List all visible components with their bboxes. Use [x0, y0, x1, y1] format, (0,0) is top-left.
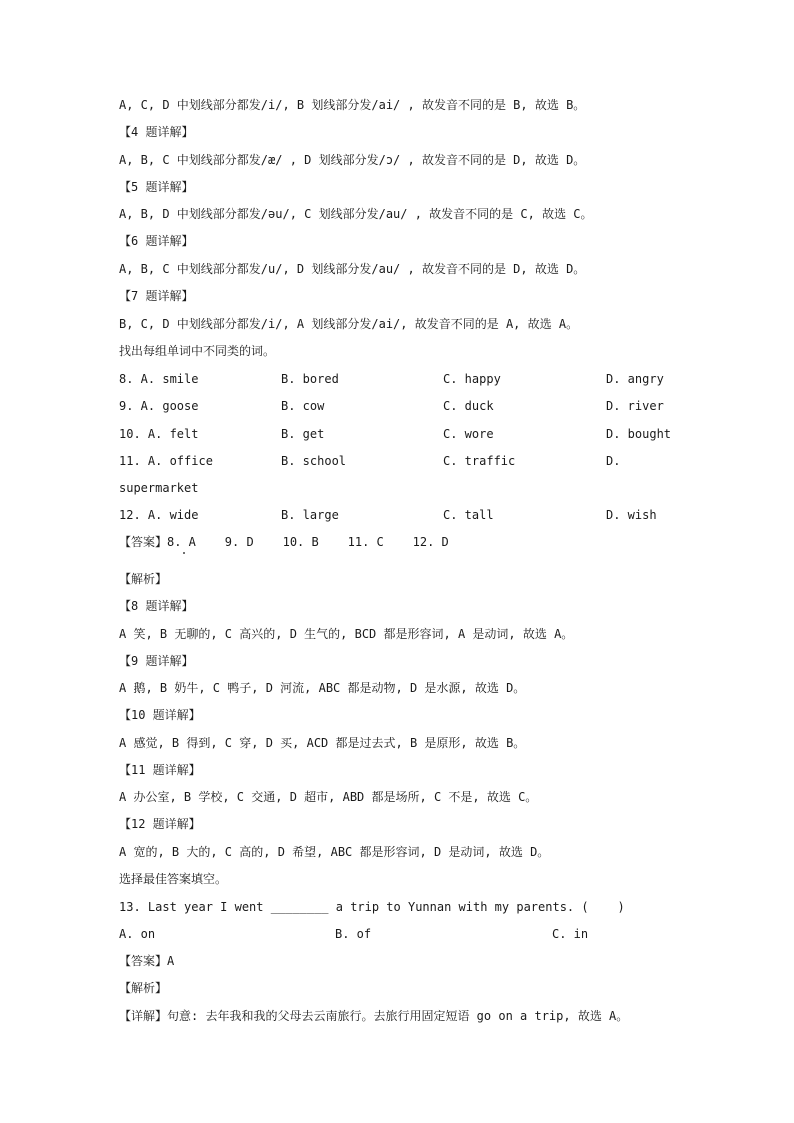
- explanation-q12: A 宽的, B 大的, C 高的, D 希望, ABC 都是形容词, D 是动词, 故选 D。: [119, 845, 550, 859]
- section-instruction: 找出每组单词中不同类的词。: [119, 344, 276, 358]
- explanation-q8: A 笑, B 无聊的, C 高兴的, D 生气的, BCD 都是形容词, A 是动词, 故选 A。: [119, 627, 574, 641]
- explanation-q10: A 感觉, B 得到, C 穿, D 买, ACD 都是过去式, B 是原形, 故选 B。: [119, 736, 526, 750]
- q9-option-c: C. duck: [443, 399, 494, 413]
- explanation-q7: B, C, D 中划线部分都发/i/, A 划线部分发/ai/, 故发音不同的是 A, 故选 A。: [119, 317, 579, 331]
- explanation-q3: A, C, D 中划线部分都发/i/, B 划线部分发/ai/ , 故发音不同的是 B, 故选 B。: [119, 98, 586, 112]
- explanation-q6: A, B, C 中划线部分都发/u/, D 划线部分发/au/ , 故发音不同的是 D, 故选 D。: [119, 262, 586, 276]
- explanation-q11: A 办公室, B 学校, C 交通, D 超市, ABD 都是场所, C 不是, 故选 C。: [119, 790, 538, 804]
- q8-option-d: D. angry: [606, 372, 664, 386]
- q9-option-b: B. cow: [281, 399, 325, 413]
- q12-option-a: 12. A. wide: [119, 508, 199, 522]
- q9-option-a: 9. A. goose: [119, 399, 199, 413]
- explanation-q5: A, B, D 中划线部分都发/əu/, C 划线部分发/au/ , 故发音不同的是 C, 故选 C。: [119, 207, 593, 221]
- heading-q12: 【12 题详解】: [119, 817, 201, 831]
- q13-option-c: C. in: [552, 927, 589, 941]
- q13-analysis-heading: 【解析】: [119, 981, 168, 995]
- explanation-q9: A 鹅, B 奶牛, C 鸭子, D 河流, ABC 都是动物, D 是水源, 故选 D。: [119, 681, 526, 695]
- stray-dot: [183, 552, 185, 554]
- q12-option-b: B. large: [281, 508, 339, 522]
- q11-option-a: 11. A. office: [119, 454, 213, 468]
- heading-q5: 【5 题详解】: [119, 180, 194, 194]
- q8-option-a: 8. A. smile: [119, 372, 199, 386]
- heading-q4: 【4 题详解】: [119, 125, 194, 139]
- explanation-q4: A, B, C 中划线部分都发/æ/ , D 划线部分发/ɔ/ , 故发音不同的是 D, 故选 D。: [119, 153, 586, 167]
- q9-option-d: D. river: [606, 399, 664, 413]
- q10-option-a: 10. A. felt: [119, 427, 199, 441]
- heading-q9: 【9 题详解】: [119, 654, 194, 668]
- answer-line-8-12: 【答案】8. A 9. D 10. B 11. C 12. D: [119, 535, 449, 549]
- heading-q7: 【7 题详解】: [119, 289, 194, 303]
- q8-option-b: B. bored: [281, 372, 339, 386]
- q8-option-c: C. happy: [443, 372, 501, 386]
- q10-option-b: B. get: [281, 427, 325, 441]
- q13-question: 13. Last year I went ________ a trip to Yunnan with my parents. ( ): [119, 900, 625, 914]
- q12-option-c: C. tall: [443, 508, 494, 522]
- q11-option-b: B. school: [281, 454, 347, 468]
- section-instruction-2: 选择最佳答案填空。: [119, 872, 228, 886]
- q13-detail: 【详解】句意: 去年我和我的父母去云南旅行。去旅行用固定短语 go on a trip, 故选 A。: [119, 1009, 629, 1023]
- q13-option-a: A. on: [119, 927, 156, 941]
- q11-option-c: C. traffic: [443, 454, 516, 468]
- q11-option-d-continued: supermarket: [119, 481, 199, 495]
- heading-q10: 【10 题详解】: [119, 708, 201, 722]
- q10-option-c: C. wore: [443, 427, 494, 441]
- heading-q6: 【6 题详解】: [119, 234, 194, 248]
- q11-option-d: D.: [606, 454, 621, 468]
- heading-q11: 【11 题详解】: [119, 763, 201, 777]
- analysis-heading: 【解析】: [119, 572, 168, 586]
- q12-option-d: D. wish: [606, 508, 657, 522]
- heading-q8: 【8 题详解】: [119, 599, 194, 613]
- q13-option-b: B. of: [335, 927, 372, 941]
- q13-answer: 【答案】A: [119, 954, 175, 968]
- q10-option-d: D. bought: [606, 427, 672, 441]
